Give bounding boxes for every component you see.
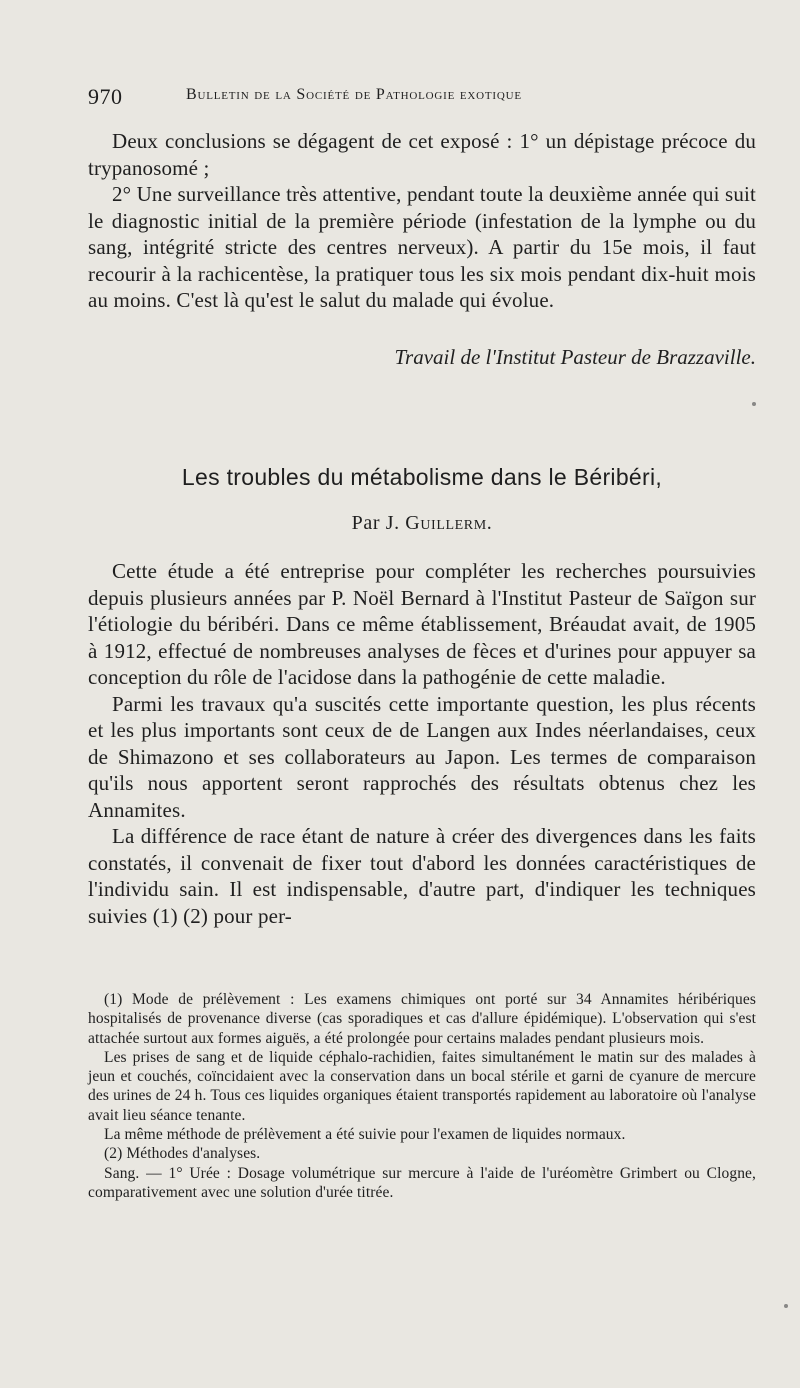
speck-mark <box>752 402 756 406</box>
article-body <box>88 558 756 929</box>
paragraph-5: La différence de race étant de nature à créer des divergences dans les faits constatés, il convenait de fixer tout d'abord les données caractéristiques de l'individu sain. Il est indispensable, d'autre part, d'indiquer les techniques suivies (1) (2) pour per- <box>88 824 756 928</box>
paragraph-4: Parmi les travaux qu'a suscités cette importante question, les plus récents et les plus importants sont ceux de de Langen aux Indes néerlandaises, ceux de Shimazono et ses collaborateurs au Japon. Les termes de comparaison qu'ils nous apportent seront rapprochés des résultats obtenus chez les Annamites. <box>88 691 756 822</box>
paragraph-2: 2° Une surveillance très attentive, pendant toute la deuxième année qui suit le diagnostic initial de la première période (infestation de la lymphe ou du sang, intégrité stricte des centres nerveux). A partir du 15e mois, il faut recourir à la rachicentèse, la pratiquer tous les six mois pendant dix-huit mois au moins. C'est là qu'est le salut du malade qui évolue. <box>88 182 756 312</box>
paragraph-1: Deux conclusions se dégagent de cet exposé : 1° un dépistage précoce du trypanosomé ; <box>88 129 756 180</box>
institution-signature: Travail de l'Institut Pasteur de Brazzaville. <box>394 345 756 369</box>
footnote-3: La même méthode de prélèvement a été suivie pour l'examen de liquides normaux. <box>104 1126 626 1144</box>
article-title: Les troubles du métabolisme dans le Béribéri, <box>181 464 663 490</box>
author-name: Guillerm. <box>405 512 493 534</box>
page-header <box>88 84 756 112</box>
previous-article-conclusion <box>88 128 756 314</box>
footnotes <box>88 990 756 1202</box>
paragraph-3: Cette étude a été entreprise pour compléter les recherches poursuivies depuis plusieurs années par P. Noël Bernard à l'Institut Pasteur de Saïgon sur l'étiologie du béribéri. Dans ce même établissement, Bréaudat avait, de 1905 à 1912, effectué de nombreuses analyses de fèces et d'urines pour appuyer sa conception du rôle de l'acidose dans la pathogénie de cette maladie. <box>88 559 756 689</box>
page-number: 970 <box>88 84 123 109</box>
speck-mark <box>784 1304 788 1308</box>
footnote-2: Les prises de sang et de liquide céphalo-rachidien, faites simultanément le matin sur des malades à jeun et couchés, coïncidaient avec la conservation dans un bocal stérile et garni de cyanure de mercure des urines de 24 h. Tous ces liquides organiques étaient transportés rapidement au laboratoire où l'analyse avait lieu séance tenante. <box>88 1048 756 1124</box>
article-byline <box>88 510 756 536</box>
footnote-4: (2) Méthodes d'analyses. <box>104 1145 261 1163</box>
running-title: Bulletin de la Société de Pathologie exotique <box>186 86 522 103</box>
byline-prefix: Par J. <box>351 512 400 534</box>
footnote-5: Sang. — 1° Urée : Dosage volumétrique sur mercure à l'aide de l'uréomètre Grimbert ou Clogne, comparativement avec une solution d'urée titrée. <box>88 1164 756 1201</box>
footnote-1: (1) Mode de prélèvement : Les examens chimiques ont porté sur 34 Annamites héribériques hospitalisés de provenance diverse (cas sporadiques et cas d'allure épidémique). L'observation qui s'est attachée surtout aux formes aiguës, a été prolongée pour certains malades pendant plusieurs mois. <box>88 991 756 1047</box>
